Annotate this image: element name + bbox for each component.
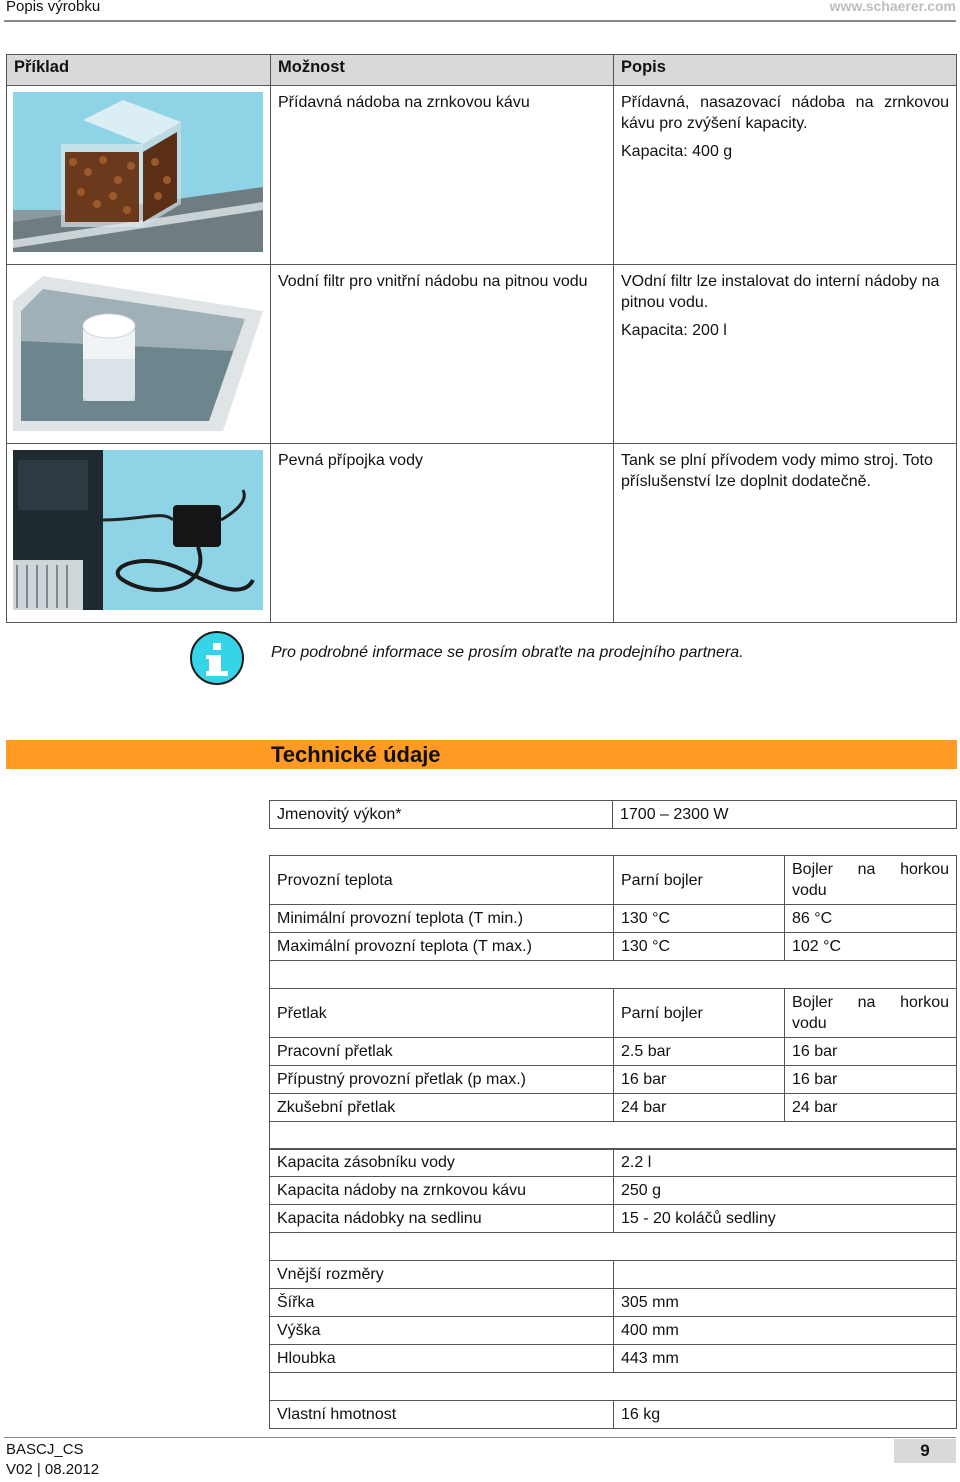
option-cell <box>271 265 614 444</box>
spec-group-label: Provozní teplota <box>270 856 614 905</box>
table-row <box>270 989 957 1038</box>
spec-value: 24 bar <box>614 1094 785 1122</box>
spec-value: 16 bar <box>614 1066 785 1094</box>
spec-value: 86 °C <box>785 905 957 933</box>
dimensions-table <box>269 1260 957 1429</box>
section-title: Technické údaje <box>271 742 441 767</box>
spec-label: Kapacita zásobníku vody <box>270 1149 614 1177</box>
table-row <box>270 1177 957 1205</box>
spec-label: Kapacita nádobky na sedlinu <box>270 1205 614 1233</box>
header-divider <box>4 20 956 22</box>
option-capacity: Kapacita: 400 g <box>621 143 733 160</box>
spec-value: 1700 – 2300 W <box>613 801 957 829</box>
table-row <box>270 933 957 961</box>
option-description: Přídavná, nasazovací nádoba na zrnkovou kávu pro zvýšení kapacity. <box>621 94 949 132</box>
column-steam-boiler: Parní bojler <box>614 989 785 1038</box>
accessories-header-row <box>7 55 957 86</box>
column-header-example: Příklad <box>7 55 271 86</box>
table-row <box>7 86 957 265</box>
table-row <box>270 1149 957 1177</box>
footer-version: V02 | 08.2012 <box>6 1461 100 1478</box>
spacer-row <box>270 961 957 989</box>
capacities-table <box>269 1148 957 1261</box>
column-hot-water-boiler: Bojler na horkou vodu <box>785 856 957 905</box>
table-row <box>270 1289 957 1317</box>
spec-value: 305 mm <box>614 1289 957 1317</box>
spec-label: Jmenovitý výkon* <box>270 801 613 829</box>
spec-label: Zkušební přetlak <box>270 1094 614 1122</box>
example-image-cell <box>7 444 271 623</box>
table-row <box>270 1261 957 1289</box>
spec-value: 400 mm <box>614 1317 957 1345</box>
spec-value: 15 - 20 koláčů sedliny <box>614 1205 957 1233</box>
description-cell <box>614 444 957 623</box>
option-name: Vodní filtr pro vnitřní nádobu na pitnou vodu <box>278 273 588 290</box>
spec-value: 16 bar <box>785 1038 957 1066</box>
table-row <box>270 905 957 933</box>
spec-value: 130 °C <box>614 933 785 961</box>
option-capacity: Kapacita: 200 l <box>621 322 727 339</box>
column-header-option: Možnost <box>271 55 614 86</box>
table-row <box>270 1317 957 1345</box>
spacer-row <box>270 1373 957 1401</box>
description-cell <box>614 86 957 265</box>
spec-label: Kapacita nádoby na zrnkovou kávu <box>270 1177 614 1205</box>
spec-value: 16 bar <box>785 1066 957 1094</box>
spec-label: Šířka <box>270 1289 614 1317</box>
option-description: Tank se plní přívodem vody mimo stroj. Toto příslušenství lze doplnit dodatečně. <box>621 452 933 490</box>
column-steam-boiler: Parní bojler <box>614 856 785 905</box>
table-row <box>270 1094 957 1122</box>
info-icon <box>190 631 244 685</box>
spec-group-label: Vnější rozměry <box>270 1261 614 1289</box>
description-cell <box>614 265 957 444</box>
example-image-cell <box>7 86 271 265</box>
spec-group-label: Přetlak <box>270 989 614 1038</box>
water-connection-photo <box>13 450 263 610</box>
water-filter-tank-photo <box>13 271 263 431</box>
table-row <box>270 856 957 905</box>
column-hot-water-boiler: Bojler na horkou vodu <box>785 989 957 1038</box>
coffee-bean-container-photo <box>13 92 263 252</box>
option-cell <box>271 444 614 623</box>
spec-value: 2.2 l <box>614 1149 957 1177</box>
spec-label: Pracovní přetlak <box>270 1038 614 1066</box>
spec-value: 250 g <box>614 1177 957 1205</box>
info-note: Pro podrobné informace se prosím obraťte na prodejního partnera. <box>271 644 744 661</box>
spec-value <box>614 1261 957 1289</box>
spec-value: 2.5 bar <box>614 1038 785 1066</box>
table-row <box>270 1205 957 1233</box>
table-row <box>270 801 957 829</box>
section-bar <box>6 740 957 769</box>
spacer-row <box>270 1233 957 1261</box>
spec-label: Hloubka <box>270 1345 614 1373</box>
table-row <box>270 1038 957 1066</box>
spec-label: Výška <box>270 1317 614 1345</box>
header-url[interactable]: www.schaerer.com <box>829 0 956 14</box>
temperature-table <box>269 855 957 989</box>
power-table <box>269 800 957 829</box>
spec-label: Minimální provozní teplota (T min.) <box>270 905 614 933</box>
spec-value: 443 mm <box>614 1345 957 1373</box>
spec-value: 16 kg <box>614 1401 957 1429</box>
table-row <box>270 1401 957 1429</box>
spec-value: 24 bar <box>785 1094 957 1122</box>
column-header-description: Popis <box>614 55 957 86</box>
spec-label: Přípustný provozní přetlak (p max.) <box>270 1066 614 1094</box>
example-image-cell <box>7 265 271 444</box>
accessories-table <box>6 54 957 623</box>
spec-value: 102 °C <box>785 933 957 961</box>
option-name: Přídavná nádoba na zrnkovou kávu <box>278 94 530 111</box>
spec-label: Maximální provozní teplota (T max.) <box>270 933 614 961</box>
table-row <box>7 444 957 623</box>
table-row <box>270 1345 957 1373</box>
footer-divider <box>4 1437 956 1438</box>
option-description: VOdní filtr lze instalovat do interní nádoby na pitnou vodu. <box>621 273 940 311</box>
table-row <box>270 1066 957 1094</box>
table-row <box>7 265 957 444</box>
header-title: Popis výrobku <box>6 0 101 15</box>
spec-value: 130 °C <box>614 905 785 933</box>
page-number: 9 <box>894 1439 956 1463</box>
option-name: Pevná přípojka vody <box>278 452 423 469</box>
spec-label: Vlastní hmotnost <box>270 1401 614 1429</box>
option-cell <box>271 86 614 265</box>
spacer-row <box>270 1122 957 1150</box>
footer-doc-code: BASCJ_CS <box>6 1441 84 1458</box>
pressure-table <box>269 988 957 1150</box>
